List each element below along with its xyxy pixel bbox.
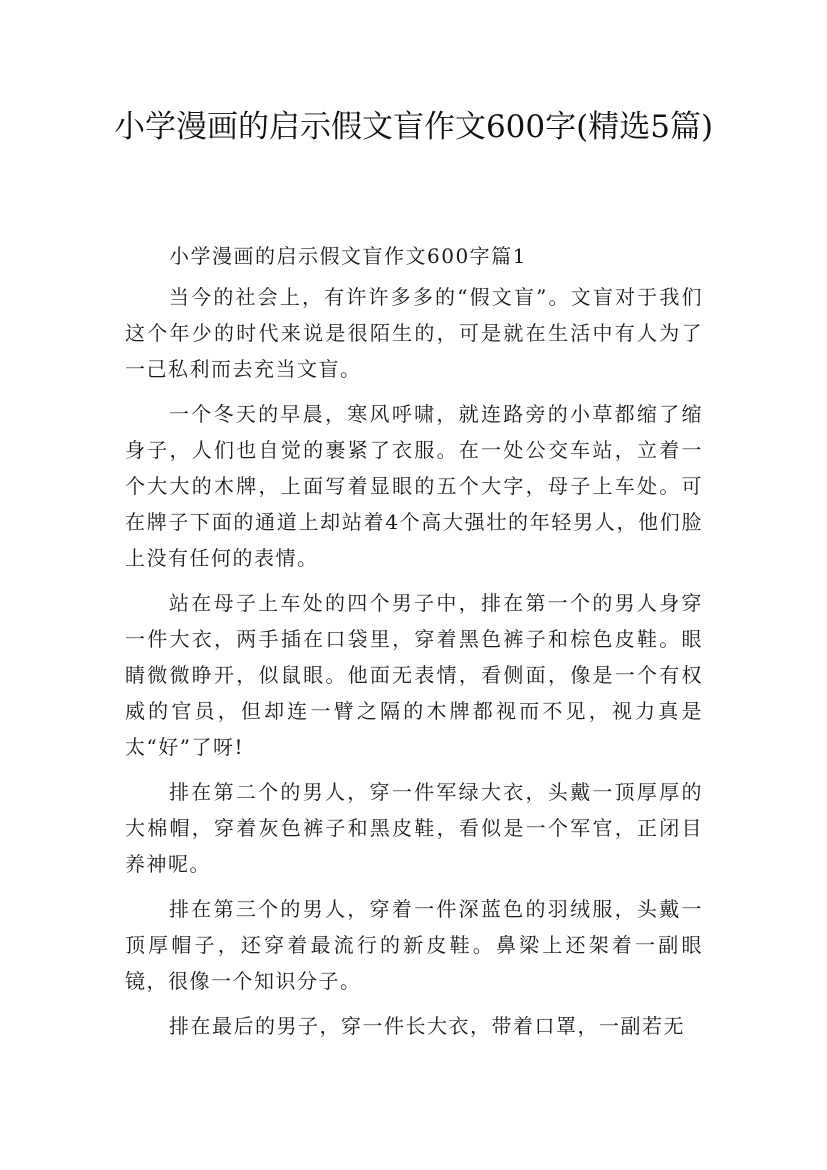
document-title: 小学漫画的启示假文盲作文600字(精选5篇) [113,109,714,145]
paragraph: 排在第二个的男人，穿一件军绿大衣，头戴一顶厚厚的大棉帽，穿着灰色裤子和黑皮鞋，看似是一个军官，正闭目养神呢。 [125,780,703,876]
section-heading: 小学漫画的启示假文盲作文600字篇1 [169,244,527,268]
paragraph: 站在母子上车处的四个男子中，排在第一个的男人身穿一件大衣，两手插在口袋里，穿着黑色裤子和棕色皮鞋。眼睛微微睁开，似鼠眼。他面无表情，看侧面，像是一个有权威的官员，但却连一臂之隔的木牌都视而不见，视力真是太“好”了呀! [125,591,703,759]
paragraph: 当今的社会上，有许许多多的“假文盲”。文盲对于我们这个年少的时代来说是很陌生的，可是就在生活中有人为了一己私利而去充当文盲。 [125,285,703,381]
document-body [125,238,703,1053]
paragraph: 排在最后的男子，穿一件长大衣，带着口罩，一副若无 [169,1014,685,1038]
paragraph: 排在第三个的男人，穿着一件深蓝色的羽绒服，头戴一顶厚帽子，还穿着最流行的新皮鞋。鼻梁上还架着一副眼镜，很像一个知识分子。 [125,897,703,993]
paragraph: 一个冬天的早晨，寒风呼啸，就连路旁的小草都缩了缩身子，人们也自觉的裹紧了衣服。在一处公交车站，立着一个大大的木牌，上面写着显眼的五个大字，母子上车处。可在牌子下面的通道上却站着4个高大强壮的年轻男人，他们脸上没有任何的表情。 [125,402,703,570]
